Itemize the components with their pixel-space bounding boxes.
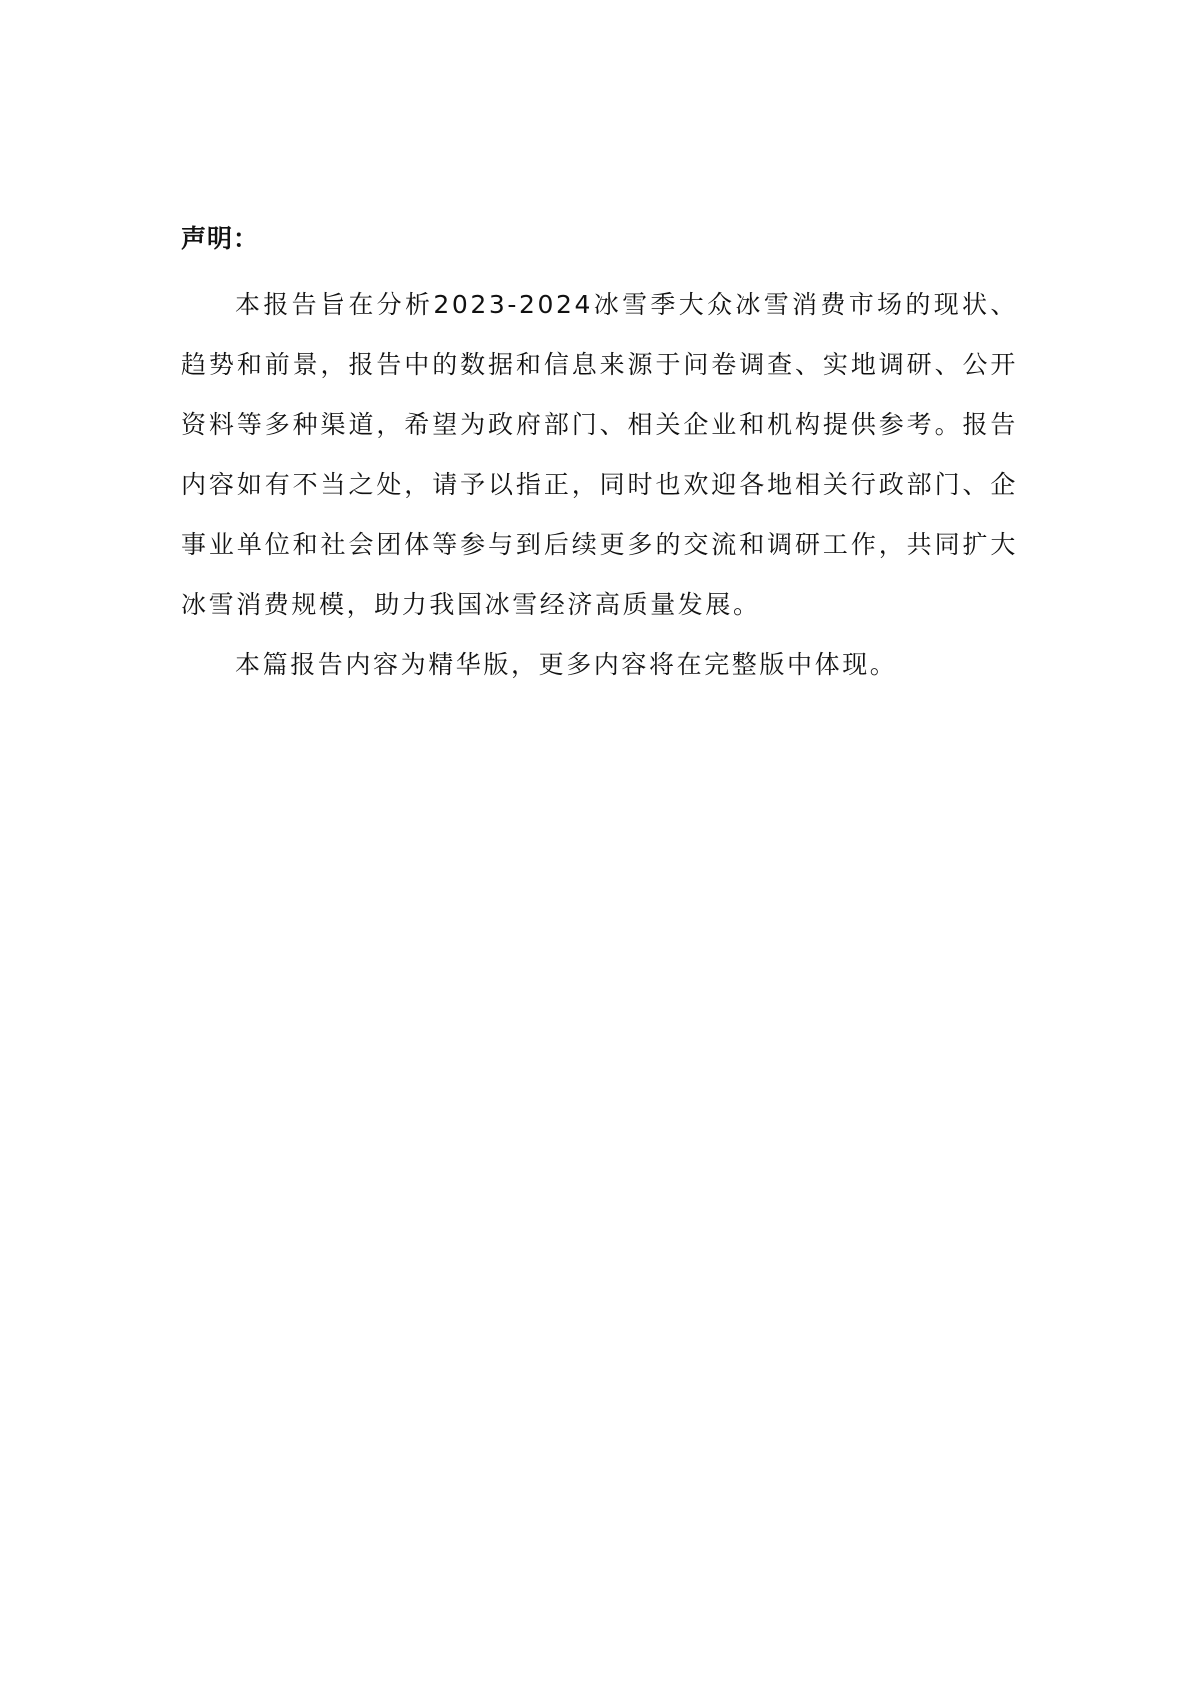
statement-paragraph-main: 本报告旨在分析2023-2024冰雪季大众冰雪消费市场的现状、趋势和前景，报告中的数据和信息来源于问卷调查、实地调研、公开资料等多种渠道，希望为政府部门、相关企业和机构提供参考。报告内容如有不当之处，请予以指正，同时也欢迎各地相关行政部门、企事业单位和社会团体等参与到后续更多的交流和调研工作，共同扩大冰雪消费规模，助力我国冰雪经济高质量发展。: [181, 290, 1018, 619]
statement-section: [181, 215, 1018, 695]
statement-paragraph-note: 本篇报告内容为精华版，更多内容将在完整版中体现。: [235, 650, 898, 679]
statement-heading: 声明：: [181, 224, 260, 253]
